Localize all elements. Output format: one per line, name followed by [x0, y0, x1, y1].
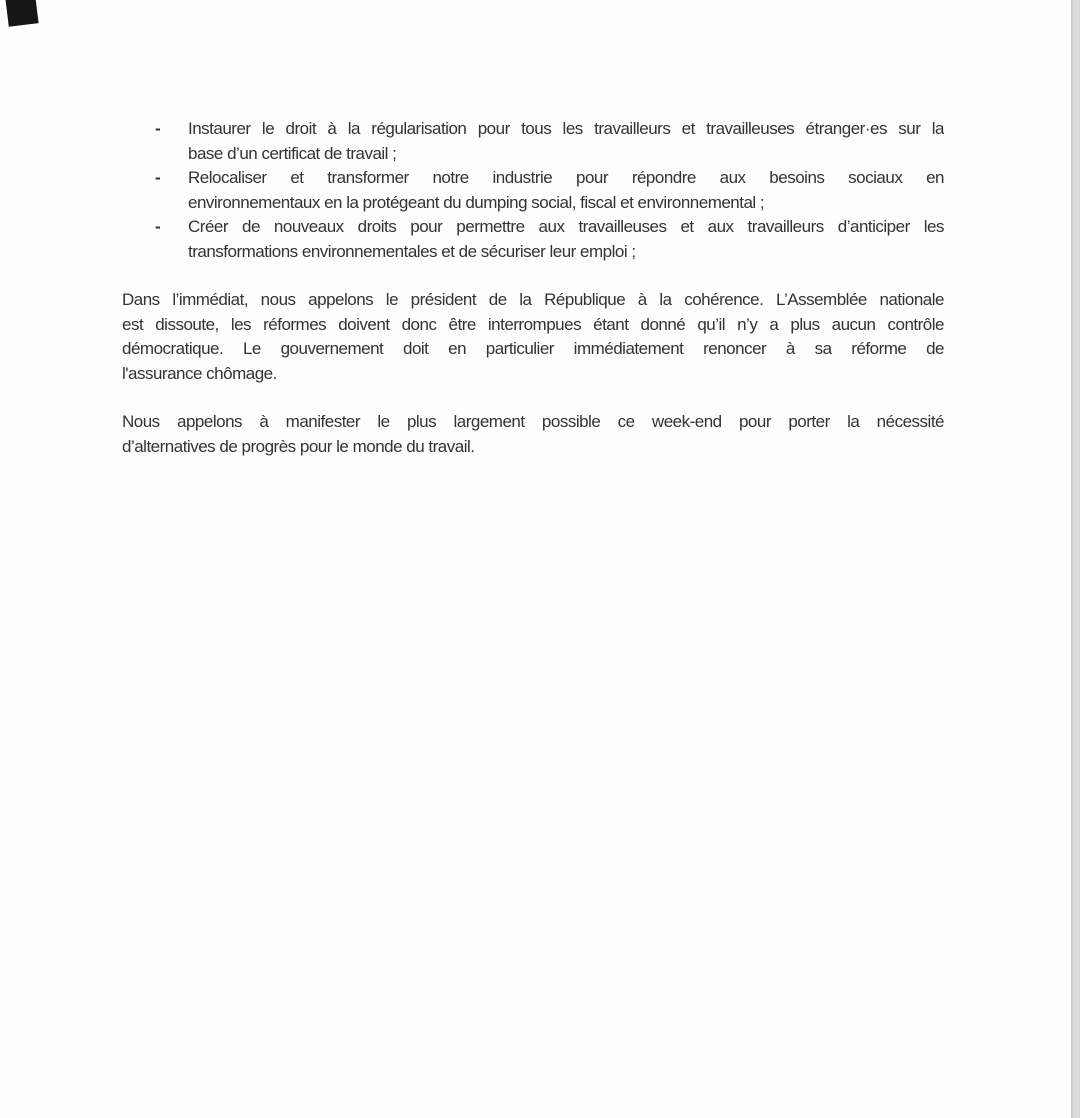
paragraph: [122, 410, 944, 459]
text-line: démocratique. Le gouvernement doit en particulier immédiatement renoncer à sa réforme de: [122, 339, 944, 358]
text-line: environnementaux en la protégeant du dumping social, fiscal et environnemental ;: [188, 192, 765, 212]
text-line: base d’un certificat de travail ;: [188, 143, 397, 163]
bullet-dash: -: [155, 168, 161, 187]
document-content: [122, 117, 944, 459]
text-line: Nous appelons à manifester le plus largement possible ce week-end pour porter la nécessité: [122, 412, 944, 431]
text-line: Dans l’immédiat, nous appelons le président de la République à la cohérence. L’Assemblée nationale: [122, 290, 944, 309]
text-line: Créer de nouveaux droits pour permettre aux travailleuses et aux travailleurs d’anticiper les: [188, 217, 944, 236]
bullet-item: [122, 166, 944, 215]
right-edge-border: [1071, 0, 1080, 1118]
paragraph: [122, 288, 944, 386]
bullet-dash: -: [155, 119, 161, 138]
photo-corner-artifact: [5, 0, 38, 27]
text-line: Relocaliser et transformer notre industrie pour répondre aux besoins sociaux en: [188, 168, 944, 187]
text-line: transformations environnementales et de sécuriser leur emploi ;: [188, 241, 636, 261]
bullet-item: [122, 215, 944, 264]
bullet-item: [122, 117, 944, 166]
bullet-dash: -: [155, 217, 161, 236]
text-line: d’alternatives de progrès pour le monde du travail.: [122, 436, 475, 456]
text-line: est dissoute, les réformes doivent donc être interrompues étant donné qu’il n’y a plus aucun contrôle: [122, 314, 944, 334]
text-line: Instaurer le droit à la régularisation pour tous les travailleurs et travailleuses étranger·es sur la: [188, 119, 944, 138]
text-line: l'assurance chômage.: [122, 363, 277, 383]
